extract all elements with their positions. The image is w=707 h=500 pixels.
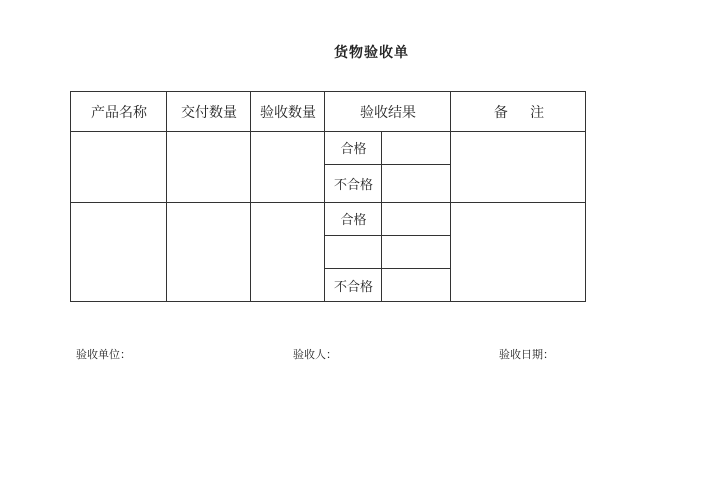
header-delivered-qty: 交付数量 xyxy=(181,104,237,121)
footer-inspection-unit: 验收单位： xyxy=(76,348,131,361)
row1-pass-value-field[interactable] xyxy=(382,132,450,164)
row1-result-pass-label: 合格 xyxy=(340,142,367,157)
footer-inspection-date: 验收日期： xyxy=(499,348,554,361)
header-product-name: 产品名称 xyxy=(91,104,147,121)
row1-result-fail-label: 不合格 xyxy=(333,177,373,193)
grid-vline xyxy=(324,92,325,302)
header-remarks: 备 注 xyxy=(493,104,545,121)
acceptance-table xyxy=(70,91,586,302)
row1-accepted-qty-field[interactable] xyxy=(251,132,324,202)
row1-remarks-field[interactable] xyxy=(451,132,585,202)
document-title: 货物验收单 xyxy=(334,45,409,61)
row1-fail-value-field[interactable] xyxy=(382,165,450,202)
row2-result-pass-label: 合格 xyxy=(340,213,367,228)
row2-delivered-qty-field[interactable] xyxy=(167,203,250,302)
row2-result-blank-label xyxy=(325,235,382,268)
row2-remarks-field[interactable] xyxy=(451,203,585,302)
row1-product-name-field[interactable] xyxy=(71,132,166,202)
row2-blank-value-field[interactable] xyxy=(382,236,450,268)
row2-accepted-qty-field[interactable] xyxy=(251,203,324,302)
row1-delivered-qty-field[interactable] xyxy=(167,132,250,202)
row2-pass-value-field[interactable] xyxy=(382,203,450,235)
row2-fail-value-field[interactable] xyxy=(382,269,450,302)
row2-result-fail-label: 不合格 xyxy=(333,279,373,295)
header-result: 验收结果 xyxy=(360,104,416,121)
row2-product-name-field[interactable] xyxy=(71,203,166,302)
header-accepted-qty: 验收数量 xyxy=(260,104,316,121)
footer-inspector: 验收人： xyxy=(293,348,337,361)
